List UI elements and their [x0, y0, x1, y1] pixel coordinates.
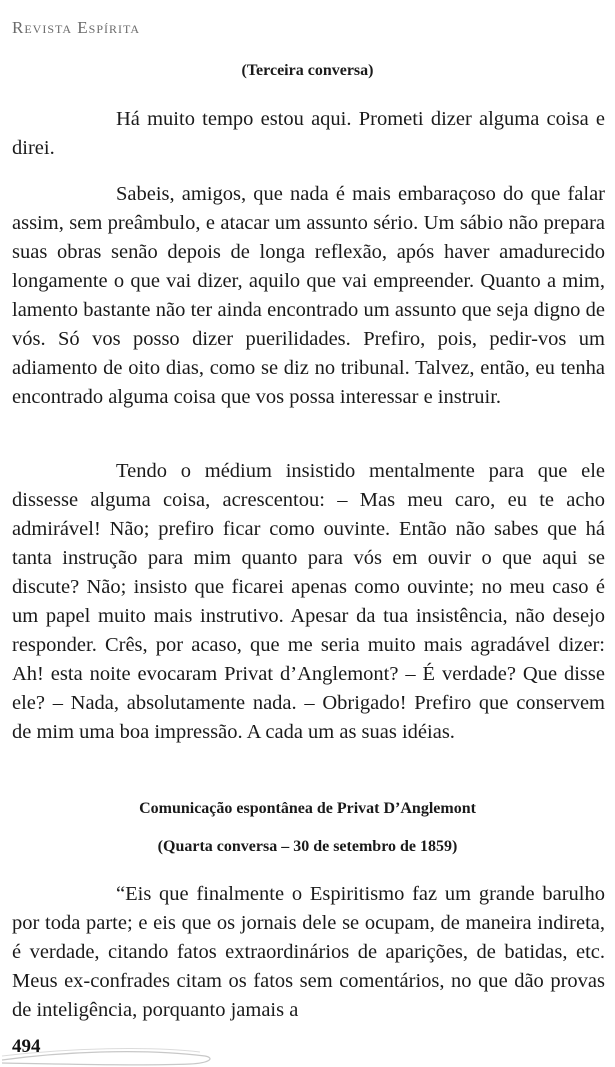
section-title-communication: Comunicação espontânea de Privat D’Anglemont	[139, 800, 476, 817]
paragraph-4: “Eis que finalmente o Espiritismo faz um grande barulho por toda parte; e eis que os jornais dele se ocupam, de maneira indireta, é verdade, citando fatos extraordinários de aparições, de batidas, etc. Meus ex-confrades citam os fatos sem comentários, no que dão provas de inteligência, porquanto jamais a	[12, 883, 605, 1021]
paragraph-3: Tendo o médium insistido mentalmente para que ele dissesse alguma coisa, acrescentou: – Mas meu caro, eu te acho admirável! Não; prefiro ficar como ouvinte. Então não sabes que há tanta instrução para mim quanto para vós em ouvir o que aqui se discute? Não; insisto que ficarei apenas como ouvinte; no meu caso é um papel muito mais instrutivo. Apesar da tua insistência, não desejo responder. Crês, por acaso, que me seria muito mais agradável dizer: Ah! esta noite evocaram Privat d’Anglemont? – É verdade? Que disse ele? – Nada, absolutamente nada. – Obrigado! Prefiro que conservem de mim uma boa impressão. A cada um as suas idéias.	[12, 460, 605, 743]
paragraph-2: Sabeis, amigos, que nada é mais embaraçoso do que falar assim, sem preâmbulo, e atacar um assunto sério. Um sábio não prepara suas obras senão depois de longa reflexão, após haver amadurecido longamente o que vai dizer, aquilo que vai empreender. Quanto a mim, lamento bastante não ter ainda encontrado um assunto que seja digno de vós. Só vos posso dizer puerilidades. Prefiro, pois, pedir-vos um adiamento de oito dias, como se diz no tribunal. Talvez, então, eu tenha encontrado alguma coisa que vos possa interessar e instruir.	[12, 183, 605, 408]
section-title-fourth-conversation: (Quarta conversa – 30 de setembro de 1859)	[157, 838, 458, 855]
running-head: Revista Espírita	[12, 18, 141, 37]
section-title-third-conversation: (Terceira conversa)	[241, 62, 374, 79]
paragraph-1: Há muito tempo estou aqui. Prometi dizer alguma coisa e direi.	[12, 108, 605, 159]
page-number: 494	[12, 1036, 41, 1057]
